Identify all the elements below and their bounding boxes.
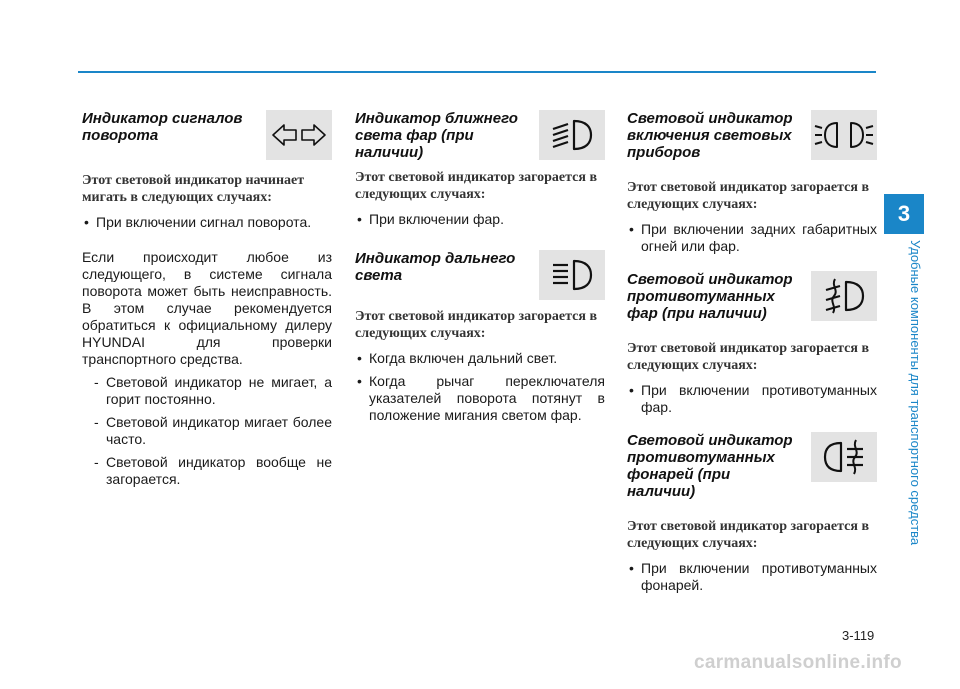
- section-lead: Этот световой индикатор загорается в следующих случаях:: [355, 170, 598, 202]
- position-lamp-icon: [811, 110, 877, 160]
- list-item: - Световой индикатор вообще не загорается.: [82, 454, 332, 488]
- dash-list: [82, 374, 332, 488]
- page-number: 3-119: [842, 628, 875, 643]
- list-item: • При включении противотуманных фар.: [627, 382, 877, 416]
- list-item: - Световой индикатор мигает более часто.: [82, 414, 332, 448]
- list-item: • Когда включен дальний свет.: [355, 350, 605, 367]
- section-title: Световой индикатор противотуманных фонарей (при наличии): [627, 432, 793, 500]
- list-item: • При включении сигнал поворота.: [82, 214, 332, 231]
- turn-signal-arrows-icon: [266, 110, 332, 160]
- section-front-fog: [627, 271, 877, 416]
- list-item: - Световой индикатор не мигает, а горит постоянно.: [82, 374, 332, 408]
- list-item: • При включении противотуманных фонарей.: [627, 560, 877, 594]
- section-title: Индикатор ближнего света фар (при наличии): [355, 110, 518, 161]
- section-rear-fog: [627, 432, 877, 594]
- section-title: Индикатор дальнего света: [355, 250, 516, 284]
- watermark: carmanualsonline.info: [694, 652, 902, 673]
- chapter-number-tab: 3: [884, 194, 924, 234]
- section-lead: Этот световой индикатор загорается в следующих случаях:: [627, 180, 870, 212]
- bullet-list: [82, 214, 332, 231]
- column-3: [627, 110, 877, 600]
- front-fog-lamp-icon: [811, 271, 877, 321]
- section-turn-signal: [82, 110, 332, 488]
- section-lead: Этот световой индикатор начинает мигать в следующих случаях:: [82, 173, 305, 205]
- bullet-list: [355, 211, 605, 228]
- section-high-beam: [355, 250, 605, 424]
- section-position-lamps: [627, 110, 877, 255]
- low-beam-icon: [539, 110, 605, 160]
- bullet-list: [627, 382, 877, 416]
- section-title: Индикатор сигналов поворота: [82, 110, 243, 144]
- list-item: • При включении задних габаритных огней или фар.: [627, 221, 877, 255]
- high-beam-icon: [539, 250, 605, 300]
- top-rule: [78, 71, 876, 73]
- column-2: [355, 110, 605, 430]
- column-1: [82, 110, 332, 494]
- bullet-list: [627, 560, 877, 594]
- section-low-beam: [355, 110, 605, 228]
- rear-fog-lamp-icon: [811, 432, 877, 482]
- section-title: Световой индикатор противотуманных фар (при наличии): [627, 271, 793, 322]
- section-lead: Этот световой индикатор загорается в следующих случаях:: [627, 519, 870, 551]
- section-title: Световой индикатор включения световых приборов: [627, 110, 793, 161]
- list-item: • Когда рычаг переключателя указателей поворота потянут в положение мигания светом фар.: [355, 373, 605, 424]
- list-item: • При включении фар.: [355, 211, 605, 228]
- paragraph: Если происходит любое из следующего, в системе сигнала поворота может быть неисправность. В этом случае рекомендуется обратиться к официальному дилеру HYUNDAI для проверки транспортного средства.: [82, 249, 332, 367]
- section-lead: Этот световой индикатор загорается в следующих случаях:: [627, 341, 870, 373]
- bullet-list: [355, 350, 605, 424]
- bullet-list: [627, 221, 877, 255]
- section-lead: Этот световой индикатор загорается в следующих случаях:: [355, 309, 598, 341]
- chapter-title: Удобные компоненты для транспортного средства: [908, 240, 923, 546]
